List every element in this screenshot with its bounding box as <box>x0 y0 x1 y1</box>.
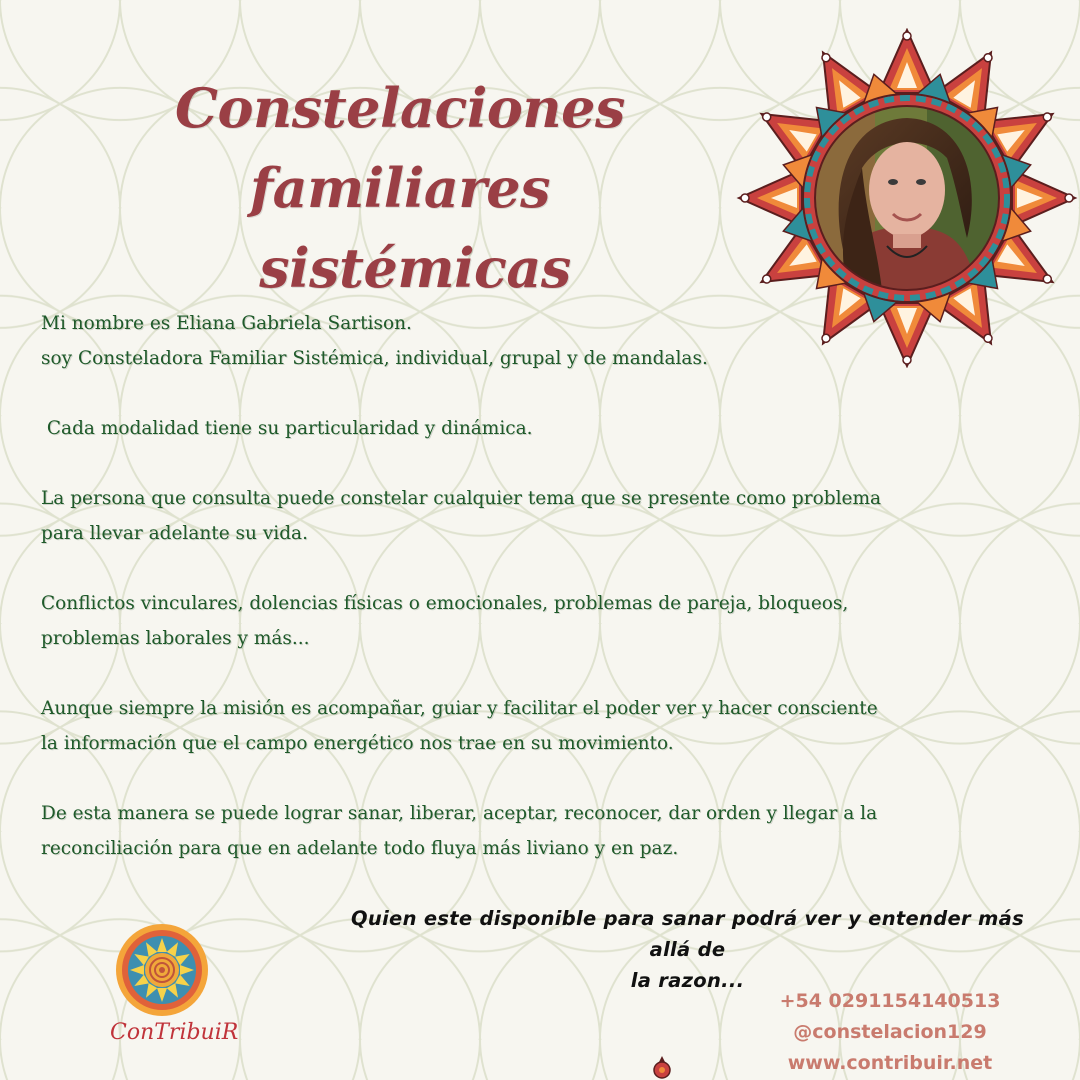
logo-mandala-icon <box>110 922 220 1022</box>
contact-info <box>760 986 1020 1079</box>
logo-text: ConTribuiR <box>110 1020 239 1045</box>
paragraph-reconciliacion <box>41 796 1001 866</box>
quote-line-2: la razon... <box>630 969 745 992</box>
social-handle: @constelacion129 <box>793 1021 987 1043</box>
website-link[interactable]: www.contribuir.net <box>787 1052 993 1074</box>
page-title <box>40 68 760 308</box>
paragraph-consulta <box>41 481 1001 551</box>
small-ornament-icon <box>650 1056 674 1080</box>
paragraph-line: De esta manera se puede lograr sanar, liberar, aceptar, reconocer, dar orden y llegar a la <box>41 803 878 824</box>
title-line-1: Constelaciones familiares <box>175 76 625 220</box>
paragraph-line: Conflictos vinculares, dolencias físicas o emocionales, problemas de pareja, bloqueos, <box>41 593 849 614</box>
paragraph-line: problemas laborales y más... <box>41 628 310 649</box>
quote-line-1: Quien este disponible para sanar podrá ver y entender más allá de <box>351 907 1024 961</box>
paragraph-intro <box>41 306 1001 376</box>
paragraph-modalidad <box>41 411 1001 446</box>
paragraph-line: reconciliación para que en adelante todo fluya más liviano y en paz. <box>41 838 679 859</box>
body-text <box>41 306 1001 901</box>
paragraph-line: La persona que consulta puede constelar cualquier tema que se presente como problema <box>41 488 882 509</box>
phone-number: +54 0291154140513 <box>779 990 1001 1012</box>
paragraph-mision <box>41 691 1001 761</box>
paragraph-line: soy Consteladora Familiar Sistémica, individual, grupal y de mandalas. <box>41 348 708 369</box>
paragraph-line: la información que el campo energético nos trae en su movimiento. <box>41 733 674 754</box>
contribuir-logo <box>110 922 239 1072</box>
title-line-2: sistémicas <box>259 236 571 300</box>
paragraph-line: Mi nombre es Eliana Gabriela Sartison. <box>41 313 412 334</box>
paragraph-line: para llevar adelante su vida. <box>41 523 308 544</box>
paragraph-line: Aunque siempre la misión es acompañar, guiar y facilitar el poder ver y hacer consciente <box>41 698 878 719</box>
paragraph-line: Cada modalidad tiene su particularidad y dinámica. <box>41 418 533 439</box>
closing-quote <box>330 903 1045 996</box>
paragraph-conflictos <box>41 586 1001 656</box>
